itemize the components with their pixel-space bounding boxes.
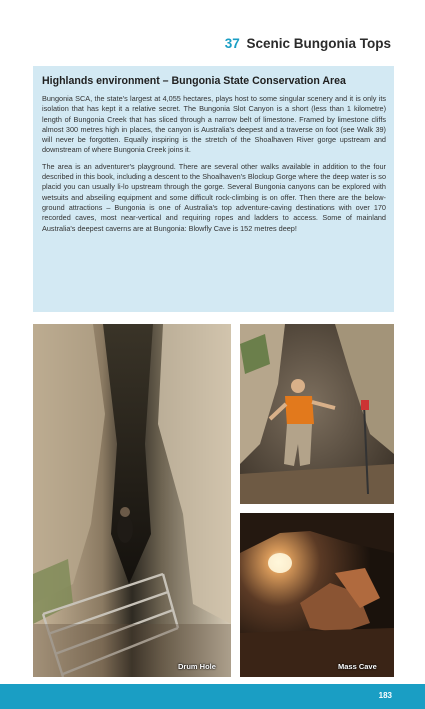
photo-caption: Drum Hole	[178, 662, 216, 671]
walk-number: 37	[224, 36, 240, 51]
info-box-heading: Highlands environment – Bungonia State Conservation Area	[42, 75, 346, 87]
page-number: 183	[378, 691, 392, 700]
page-header-title: Scenic Bungonia Tops	[246, 36, 391, 51]
photo-mass-cave	[240, 513, 394, 677]
info-paragraph: The area is an adventurer's playground. There are several other walks available in addition to the four described in this book, including a descent to the Shoalhaven's Blockup Gorge where the deep water is so placid you can usually li-lo upstream through the gorge. Several Bungonia canyons can be explored with wetsuits and abseiling equipment and some difficult rock-climbing is on offer. Then there are the below-ground attractions – Bungonia is one of Australia's top adventure-caving destinations with over 170 recorded caves, most near-vertical and requiring ropes and ladders to access. Some of mainland Australia's deepest caverns are at Bungonia: Blowfly Cave is 152 metres deep!	[42, 161, 386, 233]
info-box	[33, 66, 394, 312]
photo-hiker	[240, 324, 394, 504]
photo-caption: Mass Cave	[338, 662, 377, 671]
page-footer-bar	[0, 684, 425, 709]
info-paragraph: Bungonia SCA, the state's largest at 4,055 hectares, plays host to some singular scenery and it is only its isolation that has kept it a relative secret. The Bungonia Slot Canyon is a short (less than 1 kilometre) length of Bungonia Creek that has sliced through a narrow belt of limestone. Framed by limestone cliffs almost 300 metres high in places, the canyon is Australia's deepest and a traverse on foot (see Walk 39) will never be forgotten. Equally inspiring is the stretch of the Shoalhaven River gorge upstream and downstream of where Bungonia Creek joins it.	[42, 94, 386, 155]
photo-drum-hole	[33, 324, 231, 677]
page-header	[225, 36, 391, 51]
